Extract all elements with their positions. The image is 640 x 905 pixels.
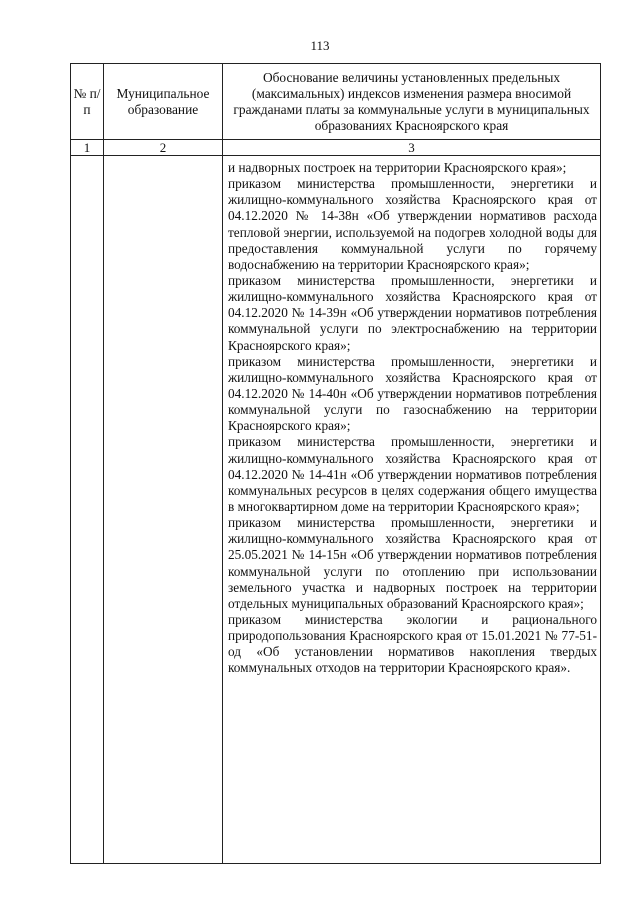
justification-paragraph: приказом министерства промышленности, энергетики и жилищно-коммунального хозяйства Красноярского края от 04.12.2020 № 14-38н «Об утверждении нормативов расхода тепловой энергии, используемой на подогрев холодной воды для предоставления коммунальной услуги по горячему водоснабжению на территории Красноярского края»;	[228, 176, 597, 272]
justification-paragraph: приказом министерства промышленности, энергетики и жилищно-коммунального хозяйства Красноярского края от 04.12.2020 № 14-40н «Об утверждении нормативов потребления коммунальной услуги по газоснабжению на территории Красноярского края»;	[228, 353, 597, 434]
column-number-3: 3	[223, 140, 601, 156]
justification-paragraph: приказом министерства промышленности, энергетики и жилищно-коммунального хозяйства Красноярского края от 25.05.2021 № 14-15н «Об утверждении нормативов потребления коммунальной услуги по отоплению при использовании земельного участка и надворных построек на территории отдельных муниципальных образований Красноярского края»;	[228, 515, 597, 611]
justification-paragraph: приказом министерства экологии и рационального природопользования Красноярского края от 15.01.2021 № 77-51-од «Об установлении нормативов накопления твердых коммунальных отходов на территории Красноярского края».	[228, 611, 597, 676]
header-municipality: Муниципальное образование	[104, 64, 223, 140]
table-row	[71, 156, 601, 864]
justification-paragraph: приказом министерства промышленности, энергетики и жилищно-коммунального хозяйства Красноярского края от 04.12.2020 № 14-41н «Об утверждении нормативов потребления коммунальных ресурсов в целях содержания общего имущества в многоквартирном доме на территории Красноярского края»;	[228, 434, 597, 514]
header-item-number: № п/п	[71, 64, 104, 140]
row-number-cell	[71, 156, 104, 864]
column-number-2: 2	[104, 140, 223, 156]
table-header-row	[71, 64, 601, 140]
justification-text	[223, 156, 600, 677]
row-justification-cell	[223, 156, 601, 864]
justification-paragraph: и надворных построек на территории Красноярского края»;	[228, 160, 567, 175]
page-number: 113	[310, 38, 330, 53]
justification-table	[70, 63, 601, 864]
column-number-1: 1	[71, 140, 104, 156]
column-number-row	[71, 140, 601, 156]
row-municipality-cell	[104, 156, 223, 864]
header-justification: Обоснование величины установленных предельных (максимальных) индексов изменения размера вносимой гражданами платы за коммунальные услуги в муниципальных образованиях Красноярского края	[223, 64, 601, 140]
justification-paragraph: приказом министерства промышленности, энергетики и жилищно-коммунального хозяйства Красноярского края от 04.12.2020 № 14-39н «Об утверждении нормативов потребления коммунальной услуги по электроснабжению на территории Красноярского края»;	[228, 272, 597, 353]
